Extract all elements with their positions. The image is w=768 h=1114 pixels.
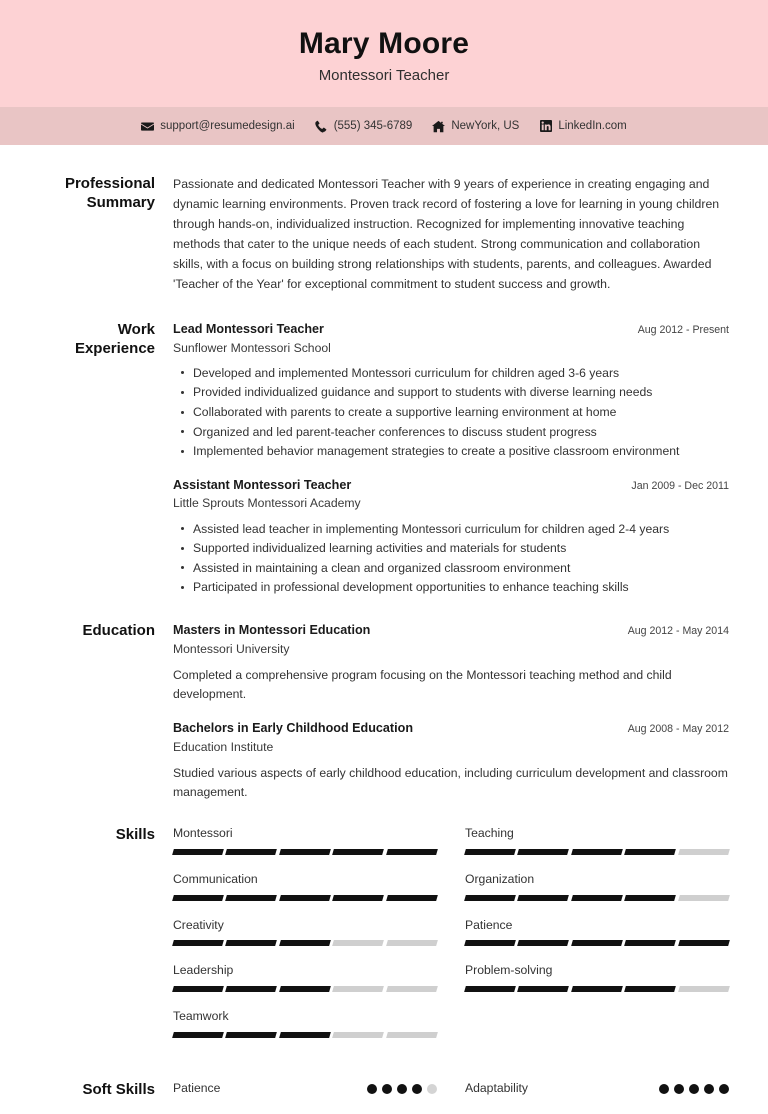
skill-bar-segment xyxy=(571,940,623,946)
skill-bar-segment xyxy=(332,940,384,946)
skill-bar-segment xyxy=(226,849,278,855)
entry-header xyxy=(173,622,729,639)
section-skills xyxy=(39,802,729,1055)
skills-grid xyxy=(173,826,729,1055)
skill-name: Leadership xyxy=(173,963,234,978)
candidate-role: Montessori Teacher xyxy=(318,67,450,85)
phone-icon xyxy=(315,120,328,133)
contact-text: (555) 345-6789 xyxy=(333,120,413,133)
skill-bar-segment xyxy=(279,849,331,855)
skill-level-bar xyxy=(173,940,437,946)
skill-bar-segment xyxy=(464,849,516,855)
contact-bar xyxy=(0,107,768,145)
candidate-name: Mary Moore xyxy=(298,27,470,60)
skill-bar-segment xyxy=(172,1032,224,1038)
entry-title: Bachelors in Early Childhood Education xyxy=(173,720,414,735)
linkedin-icon xyxy=(539,120,552,133)
entry-date: Jan 2009 - Dec 2011 xyxy=(631,479,729,492)
skill-bar-segment xyxy=(332,895,384,901)
skill-bar-segment xyxy=(332,849,384,855)
skill-level-bar xyxy=(173,986,437,992)
skill-name: Montessori xyxy=(173,825,233,840)
skill-level-bar xyxy=(465,849,729,855)
skill-bar-segment xyxy=(226,895,278,901)
contact-item[interactable] xyxy=(432,120,519,133)
skill-item xyxy=(465,918,729,947)
skill-name: Problem-solving xyxy=(465,963,553,978)
entry-bullet: Participated in professional development opportunities to enhance teaching skills xyxy=(173,578,729,597)
skill-bar-segment xyxy=(226,986,278,992)
rating-dot xyxy=(367,1084,377,1094)
skill-bar-segment xyxy=(571,849,623,855)
section-label-education: Education xyxy=(82,621,155,639)
soft-skills-grid xyxy=(173,1081,729,1097)
contact-text: support@resumedesign.ai xyxy=(160,120,295,133)
skill-bar-segment xyxy=(226,1032,278,1038)
skill-bar-segment xyxy=(172,940,224,946)
skill-bar-segment xyxy=(624,849,676,855)
skill-bar-segment xyxy=(332,986,384,992)
skill-bar-segment xyxy=(678,849,730,855)
skill-bar-segment xyxy=(571,986,623,992)
entry-bullet: Supported individualized learning activities and materials for students xyxy=(173,539,729,558)
section-professional-summary xyxy=(39,145,729,294)
skill-bar-segment xyxy=(464,940,516,946)
skill-bar-segment xyxy=(518,895,570,901)
skill-level-bar xyxy=(173,895,437,901)
skill-bar-segment xyxy=(386,986,438,992)
skill-bar-segment xyxy=(172,986,224,992)
skill-bar-segment xyxy=(571,895,623,901)
skill-bar-segment xyxy=(386,940,438,946)
skill-bar-segment xyxy=(678,940,730,946)
envelope-icon xyxy=(141,120,154,133)
entry-description: Completed a comprehensive program focusing on the Montessori teaching method and child development. xyxy=(173,668,672,701)
skill-name: Patience xyxy=(465,917,513,932)
entry-organization: Montessori University xyxy=(173,641,290,656)
entry-bullet: Organized and led parent-teacher conferences to discuss student progress xyxy=(173,423,729,442)
skill-name: Organization xyxy=(465,871,535,886)
rating-dot xyxy=(689,1084,699,1094)
skill-item xyxy=(173,826,437,855)
rating-dot xyxy=(412,1084,422,1094)
rating-dot xyxy=(719,1084,729,1094)
summary-text: Passionate and dedicated Montessori Teacher with 9 years of experience in creating engaging and dynamic learning environments. Proven track record of fostering a love for learning in young children through hands-on, individualized instruction. Recognized for implementing innovative teaching methods that cater to the unique needs of each student. Strong communication and collaboration skills, with a focus on building strong relationships with students, parents, and colleagues. Awarded 'Teacher of the Year' for exceptional commitment to student success and growth. xyxy=(173,177,720,291)
entry-bullet: Assisted in maintaining a clean and organized classroom environment xyxy=(173,559,729,578)
skill-bar-segment xyxy=(172,849,224,855)
entry-title: Lead Montessori Teacher xyxy=(173,321,324,336)
entry-header xyxy=(173,321,729,338)
skill-bar-segment xyxy=(226,940,278,946)
resume-entry xyxy=(173,321,729,461)
contact-text: NewYork, US xyxy=(451,120,520,133)
soft-skill-item xyxy=(173,1081,437,1097)
entry-header xyxy=(173,477,729,494)
resume-entry xyxy=(173,622,729,704)
section-soft-skills xyxy=(39,1055,729,1114)
entry-date: Aug 2012 - May 2014 xyxy=(627,624,729,637)
skill-bar-segment xyxy=(678,986,730,992)
skill-bar-segment xyxy=(624,940,676,946)
section-education xyxy=(39,598,729,802)
entry-header xyxy=(173,720,729,737)
contact-text: LinkedIn.com xyxy=(558,120,627,133)
skill-bar-segment xyxy=(624,986,676,992)
entry-title: Assistant Montessori Teacher xyxy=(173,477,352,492)
soft-skill-item xyxy=(465,1081,729,1097)
contact-item[interactable] xyxy=(141,120,294,133)
skill-bar-segment xyxy=(464,986,516,992)
rating-dot xyxy=(427,1084,437,1094)
skill-bar-segment xyxy=(332,1032,384,1038)
entry-title: Masters in Montessori Education xyxy=(173,622,371,637)
skill-bar-segment xyxy=(464,895,516,901)
skill-bar-segment xyxy=(386,1032,438,1038)
skill-item xyxy=(465,826,729,855)
entry-bullet-list xyxy=(173,520,729,597)
section-label-soft-skills: Soft Skills xyxy=(82,1081,155,1099)
skill-item xyxy=(173,872,437,901)
skill-name: Creativity xyxy=(173,917,224,932)
entry-bullet: Assisted lead teacher in implementing Montessori curriculum for children aged 2-4 years xyxy=(173,520,729,539)
section-label-work: Work Experience xyxy=(74,320,155,357)
contact-item[interactable] xyxy=(315,120,413,133)
rating-dot xyxy=(674,1084,684,1094)
skill-level-bar xyxy=(465,895,729,901)
entry-bullet-list xyxy=(173,364,729,461)
resume-entry xyxy=(173,477,729,597)
skill-item xyxy=(173,1009,437,1038)
skill-bar-segment xyxy=(386,849,438,855)
skill-bar-segment xyxy=(279,895,331,901)
entry-bullet: Developed and implemented Montessori curriculum for children aged 3-6 years xyxy=(173,364,729,383)
section-label-summary: Professional Summary xyxy=(64,175,155,212)
skill-bar-segment xyxy=(518,986,570,992)
skill-bar-segment xyxy=(279,1032,331,1038)
skill-item xyxy=(465,872,729,901)
soft-skill-rating xyxy=(367,1084,437,1094)
entry-organization: Sunflower Montessori School xyxy=(173,340,331,355)
skill-bar-segment xyxy=(518,940,570,946)
skill-name: Teamwork xyxy=(173,1009,229,1024)
entry-organization: Little Sprouts Montessori Academy xyxy=(173,496,361,511)
section-label-skills: Skills xyxy=(115,825,155,843)
rating-dot xyxy=(397,1084,407,1094)
skill-item xyxy=(173,963,437,992)
rating-dot xyxy=(659,1084,669,1094)
entry-bullet: Collaborated with parents to create a supportive learning environment at home xyxy=(173,403,729,422)
entry-date: Aug 2008 - May 2012 xyxy=(627,722,729,735)
resume-entry xyxy=(173,720,729,802)
skill-name: Communication xyxy=(173,871,258,886)
skill-bar-segment xyxy=(624,895,676,901)
skill-bar-segment xyxy=(386,895,438,901)
resume-header xyxy=(0,0,768,107)
skill-item xyxy=(465,963,729,992)
soft-skill-name: Patience xyxy=(173,1081,221,1096)
skill-name: Teaching xyxy=(465,825,514,840)
skill-bar-segment xyxy=(678,895,730,901)
skill-level-bar xyxy=(173,1032,437,1038)
skill-bar-segment xyxy=(279,940,331,946)
section-work-experience xyxy=(39,295,729,598)
soft-skill-rating xyxy=(659,1084,729,1094)
entry-bullet: Implemented behavior management strategies to create a positive classroom environment xyxy=(173,442,729,461)
skill-level-bar xyxy=(465,986,729,992)
skill-item xyxy=(173,918,437,947)
skill-level-bar xyxy=(173,849,437,855)
home-icon xyxy=(432,120,445,133)
entry-bullet: Provided individualized guidance and support to students with diverse learning needs xyxy=(173,383,729,402)
resume-body xyxy=(0,145,768,1114)
skill-level-bar xyxy=(465,940,729,946)
soft-skill-name: Adaptability xyxy=(465,1081,529,1096)
skill-bar-segment xyxy=(172,895,224,901)
entry-description: Studied various aspects of early childhood education, including curriculum development and classroom management. xyxy=(173,766,728,799)
entry-date: Aug 2012 - Present xyxy=(637,323,729,336)
entry-organization: Education Institute xyxy=(173,739,274,754)
rating-dot xyxy=(704,1084,714,1094)
contact-item[interactable] xyxy=(539,120,626,133)
skill-bar-segment xyxy=(518,849,570,855)
rating-dot xyxy=(382,1084,392,1094)
skill-bar-segment xyxy=(279,986,331,992)
